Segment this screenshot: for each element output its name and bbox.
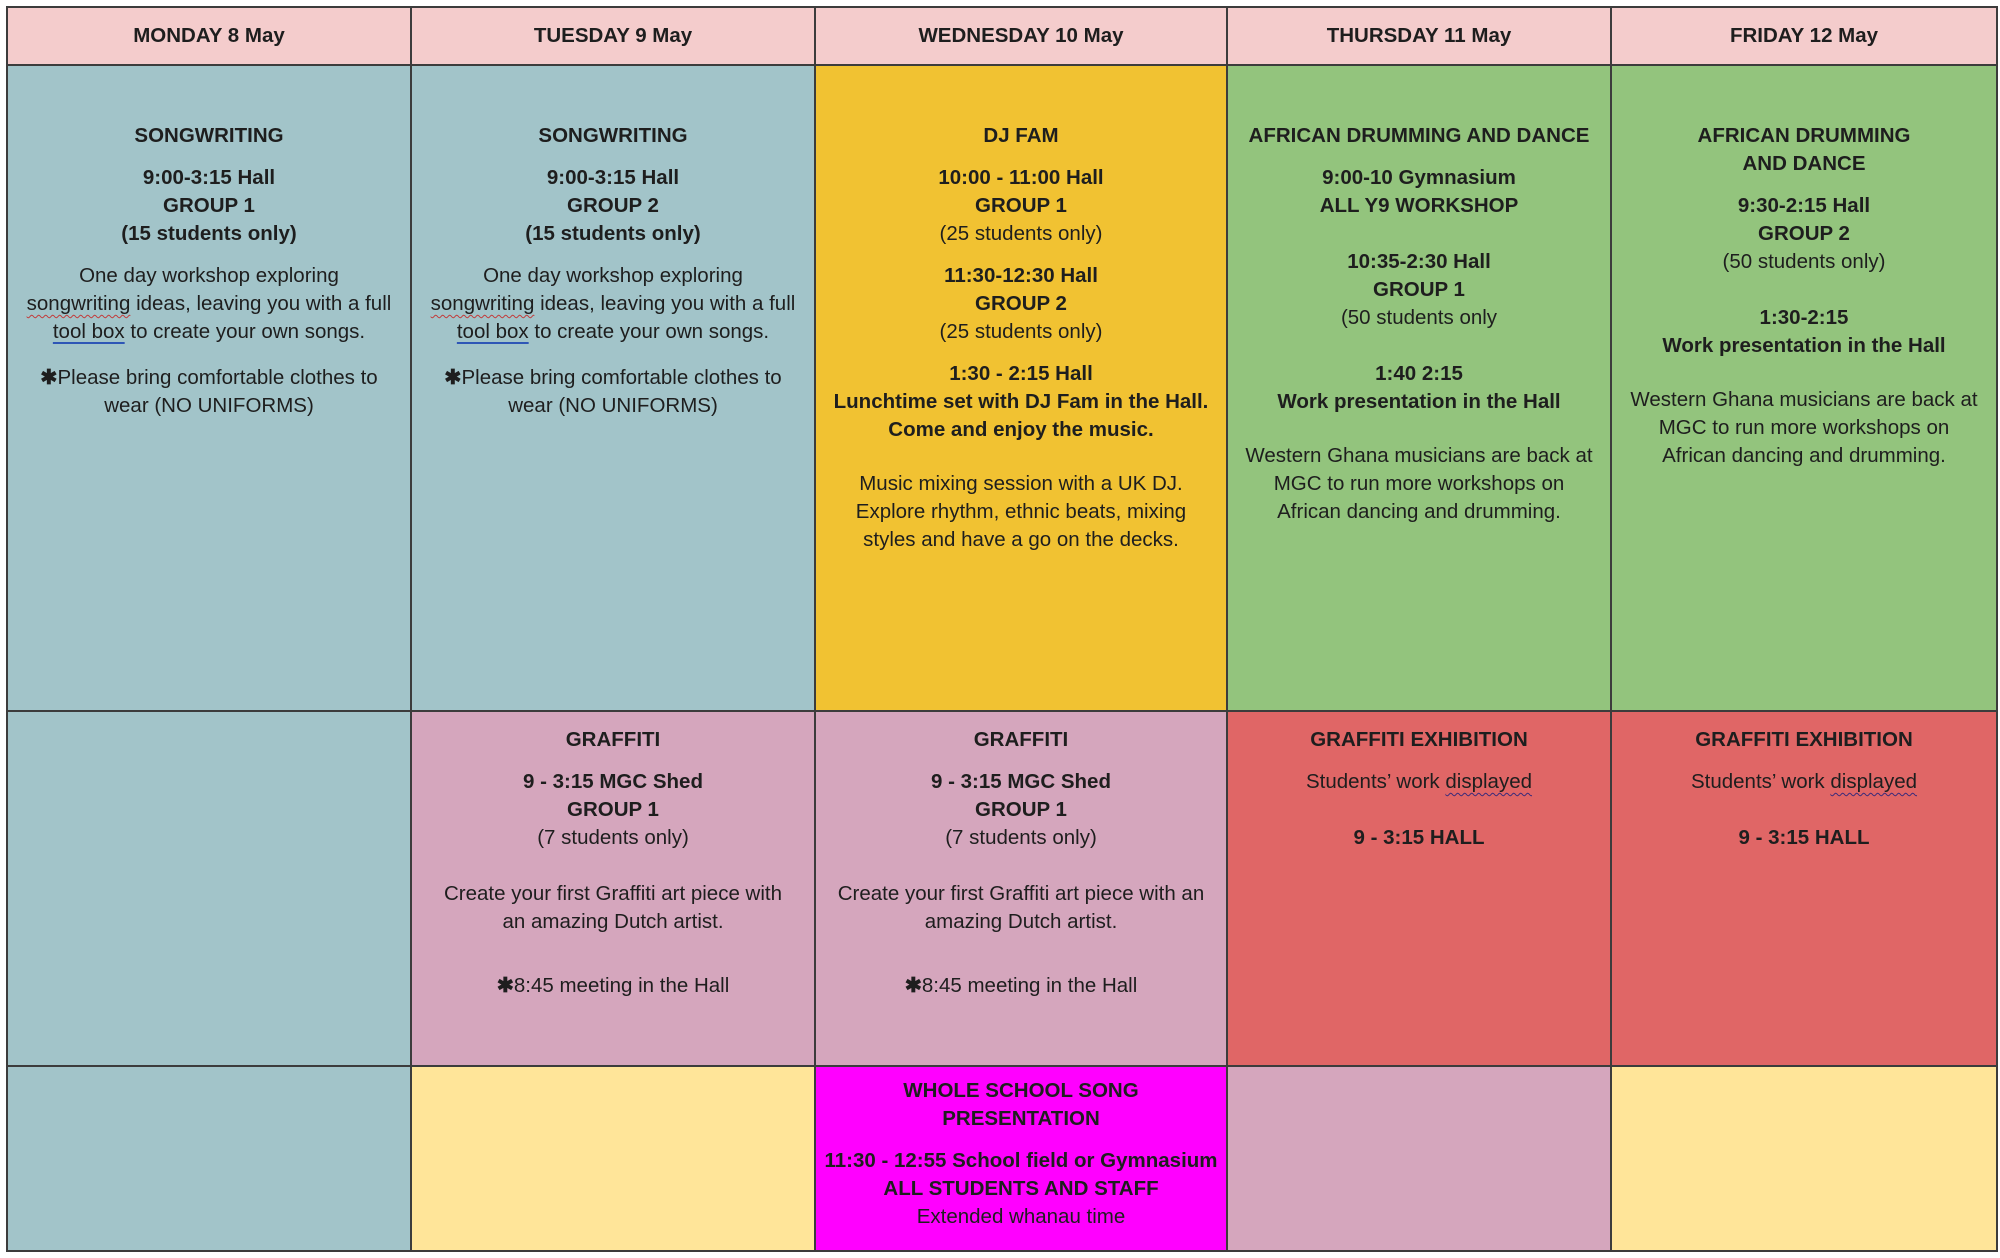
session-description: African dancing and drumming. bbox=[1662, 444, 1946, 468]
session-title: AFRICAN DRUMMING AND DANCE bbox=[1248, 124, 1590, 148]
session-description: Western Ghana musicians are back at bbox=[1245, 444, 1593, 468]
tuesday-graffiti-cell bbox=[411, 711, 815, 1066]
description-text: tool box bbox=[456, 320, 529, 344]
day-header-monday: MONDAY 8 May bbox=[7, 7, 411, 65]
session-limit: (15 students only) bbox=[525, 222, 701, 246]
session-time: 10:35-2:30 Hall bbox=[1347, 250, 1491, 274]
session-description: styles and have a go on the decks. bbox=[863, 528, 1179, 552]
session-group: GROUP 2 bbox=[567, 194, 659, 218]
session-limit: (50 students only) bbox=[1722, 250, 1886, 274]
session-line: Work presentation in the Hall bbox=[1662, 334, 1946, 358]
session-line bbox=[1618, 768, 1990, 796]
session-group: GROUP 1 bbox=[975, 798, 1067, 822]
session-line: Work presentation in the Hall bbox=[1277, 390, 1561, 414]
session-limit: (25 students only) bbox=[939, 320, 1103, 344]
description-text: ideas, leaving you with a full bbox=[136, 292, 392, 316]
description-text: songwriting bbox=[430, 292, 535, 316]
session-time: 9:00-3:15 Hall bbox=[142, 166, 276, 190]
session-description: MGC to run more workshops on bbox=[1273, 472, 1565, 496]
session-time: 1:30 - 2:15 Hall bbox=[949, 362, 1093, 386]
session-group: GROUP 1 bbox=[975, 194, 1067, 218]
afternoon-row bbox=[7, 711, 1997, 1066]
note-text: wear (NO UNIFORMS) bbox=[508, 394, 718, 418]
description-text: to create your own songs. bbox=[130, 320, 366, 344]
note-text: Please bring comfortable clothes to bbox=[461, 366, 782, 390]
session-note bbox=[822, 972, 1220, 1000]
day-header-friday: FRIDAY 12 May bbox=[1611, 7, 1997, 65]
session-time: 10:00 - 11:00 Hall bbox=[938, 166, 1104, 190]
session-description: an amazing Dutch artist. bbox=[502, 910, 724, 934]
session-note: Extended whanau time bbox=[916, 1205, 1126, 1229]
session-title: GRAFFITI bbox=[565, 728, 661, 752]
session-time: 9 - 3:15 MGC Shed bbox=[523, 770, 703, 794]
session-line bbox=[1234, 768, 1604, 796]
session-title: DJ FAM bbox=[983, 124, 1059, 148]
schedule-table bbox=[6, 6, 1998, 1252]
session-title: AND DANCE bbox=[1742, 152, 1866, 176]
session-group: GROUP 2 bbox=[975, 292, 1067, 316]
tuesday-songwriting-cell bbox=[411, 65, 815, 711]
session-description: Explore rhythm, ethnic beats, mixing bbox=[855, 500, 1187, 524]
session-note bbox=[418, 364, 808, 420]
presentation-row bbox=[7, 1066, 1997, 1251]
session-title: SONGWRITING bbox=[134, 124, 284, 148]
session-line: Come and enjoy the music. bbox=[888, 418, 1154, 442]
friday-drumming-cell bbox=[1611, 65, 1997, 711]
session-time: 9:30-2:15 Hall bbox=[1737, 194, 1871, 218]
session-limit: (25 students only) bbox=[939, 222, 1103, 246]
note-text: wear (NO UNIFORMS) bbox=[104, 394, 314, 418]
day-header-thursday: THURSDAY 11 May bbox=[1227, 7, 1611, 65]
session-note bbox=[418, 972, 808, 1000]
description-text: to create your own songs. bbox=[534, 320, 770, 344]
session-description bbox=[14, 262, 404, 346]
wednesday-graffiti-cell bbox=[815, 711, 1227, 1066]
description-text: tool box bbox=[52, 320, 125, 344]
session-line: Lunchtime set with DJ Fam in the Hall. bbox=[833, 390, 1209, 414]
thursday-drumming-cell bbox=[1227, 65, 1611, 711]
wednesday-dj-cell bbox=[815, 65, 1227, 711]
monday-empty-cell-2 bbox=[7, 1066, 411, 1251]
session-time: 11:30 - 12:55 School field or Gymnasium bbox=[824, 1149, 1218, 1173]
session-group: GROUP 1 bbox=[163, 194, 255, 218]
description-text: songwriting bbox=[26, 292, 131, 316]
session-audience: ALL STUDENTS AND STAFF bbox=[883, 1177, 1159, 1201]
description-text: One day workshop exploring bbox=[79, 264, 339, 288]
session-description: Music mixing session with a UK DJ. bbox=[859, 472, 1183, 496]
session-time: 9 - 3:15 MGC Shed bbox=[931, 770, 1111, 794]
description-text: One day workshop exploring bbox=[483, 264, 743, 288]
day-header-wednesday: WEDNESDAY 10 May bbox=[815, 7, 1227, 65]
session-time: 11:30-12:30 Hall bbox=[944, 264, 1098, 288]
session-description: MGC to run more workshops on bbox=[1658, 416, 1950, 440]
asterisk-icon: ✱ bbox=[496, 974, 514, 998]
monday-songwriting-cell bbox=[7, 65, 411, 711]
session-title: AFRICAN DRUMMING bbox=[1697, 124, 1911, 148]
session-group: GROUP 2 bbox=[1758, 222, 1850, 246]
line-text: Students’ work bbox=[1305, 770, 1440, 794]
note-text: 8:45 meeting in the Hall bbox=[921, 974, 1138, 998]
friday-exhibition-cell bbox=[1611, 711, 1997, 1066]
session-description: Create your first Graffiti art piece with an bbox=[837, 882, 1205, 906]
tuesday-empty-cell bbox=[411, 1066, 815, 1251]
asterisk-icon: ✱ bbox=[904, 974, 922, 998]
morning-row bbox=[7, 65, 1997, 711]
wednesday-presentation-cell bbox=[815, 1066, 1227, 1251]
note-text: Please bring comfortable clothes to bbox=[57, 366, 378, 390]
day-header-tuesday: TUESDAY 9 May bbox=[411, 7, 815, 65]
session-note bbox=[14, 364, 404, 420]
thursday-empty-cell bbox=[1227, 1066, 1611, 1251]
session-description: Western Ghana musicians are back at bbox=[1630, 388, 1978, 412]
session-title: GRAFFITI EXHIBITION bbox=[1695, 728, 1913, 752]
session-group: GROUP 1 bbox=[1373, 278, 1465, 302]
session-group: GROUP 1 bbox=[567, 798, 659, 822]
asterisk-icon: ✱ bbox=[40, 366, 58, 390]
session-limit: (7 students only) bbox=[945, 826, 1097, 850]
note-text: 8:45 meeting in the Hall bbox=[513, 974, 730, 998]
session-time: 9 - 3:15 HALL bbox=[1353, 826, 1485, 850]
session-limit: (7 students only) bbox=[537, 826, 689, 850]
thursday-exhibition-cell bbox=[1227, 711, 1611, 1066]
session-limit: (50 students only bbox=[1340, 306, 1498, 330]
session-title: SONGWRITING bbox=[538, 124, 688, 148]
session-title: GRAFFITI bbox=[973, 728, 1069, 752]
line-text: displayed bbox=[1445, 770, 1533, 794]
description-text: ideas, leaving you with a full bbox=[540, 292, 796, 316]
session-time: 1:30-2:15 bbox=[1759, 306, 1849, 330]
session-title: GRAFFITI EXHIBITION bbox=[1310, 728, 1528, 752]
session-time: 9:00-10 Gymnasium bbox=[1322, 166, 1516, 190]
session-description: amazing Dutch artist. bbox=[924, 910, 1118, 934]
session-title: WHOLE SCHOOL SONG PRESENTATION bbox=[903, 1079, 1139, 1131]
session-time: 9:00-3:15 Hall bbox=[546, 166, 680, 190]
asterisk-icon: ✱ bbox=[444, 366, 462, 390]
line-text: Students’ work bbox=[1690, 770, 1825, 794]
session-time: 9 - 3:15 HALL bbox=[1738, 826, 1870, 850]
monday-empty-cell bbox=[7, 711, 411, 1066]
session-description: African dancing and drumming. bbox=[1277, 500, 1561, 524]
header-row bbox=[7, 7, 1997, 65]
line-text: displayed bbox=[1830, 770, 1918, 794]
session-description bbox=[418, 262, 808, 346]
session-time: 1:40 2:15 bbox=[1375, 362, 1463, 386]
session-group: ALL Y9 WORKSHOP bbox=[1319, 194, 1519, 218]
session-description: Create your first Graffiti art piece with bbox=[444, 882, 782, 906]
session-limit: (15 students only) bbox=[121, 222, 297, 246]
friday-empty-cell bbox=[1611, 1066, 1997, 1251]
